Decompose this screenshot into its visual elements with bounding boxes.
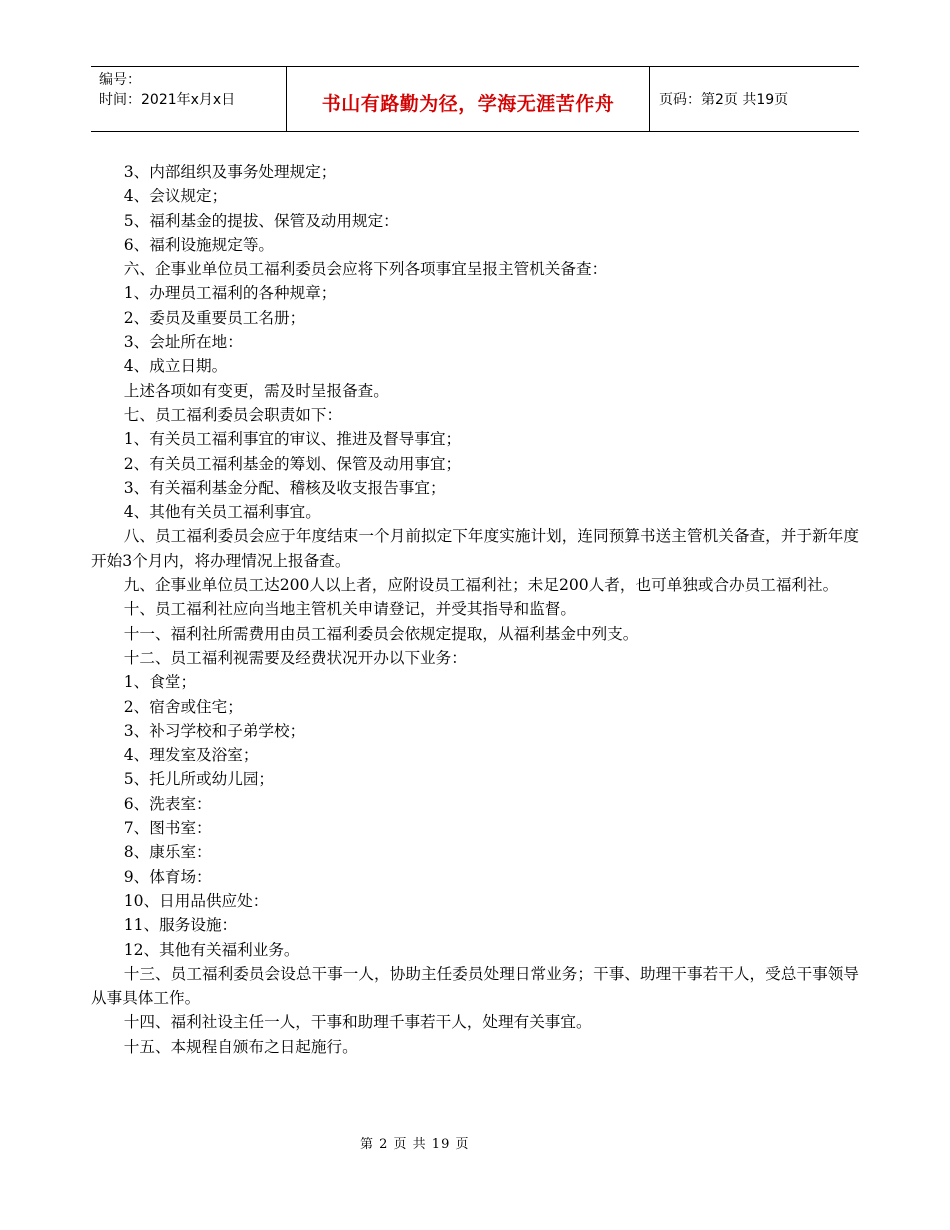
paragraph: 11、服务设施： <box>123 916 238 935</box>
paragraph: 2、委员及重要员工名册； <box>123 308 306 327</box>
paragraph: 7、图书室： <box>123 819 212 838</box>
paragraph: 9、体育场： <box>123 867 212 886</box>
section-heading: 十四、福利社设主任一人，干事和助理千事若干人，处理有关事宜。 <box>123 1013 592 1032</box>
section-heading: 十、员工福利社应向当地主管机关申请登记，并受其指导和监督。 <box>123 600 576 619</box>
paragraph: 1、食堂； <box>123 673 197 692</box>
paragraph: 3、有关福利基金分配、稽核及收支报告事宜； <box>123 478 446 497</box>
paragraph: 4、会议规定； <box>123 187 228 206</box>
paragraph: 6、福利设施规定等。 <box>123 235 275 254</box>
paragraph: 4、理发室及浴室； <box>123 746 259 765</box>
page-header <box>91 66 859 132</box>
paragraph: 3、补习学校和子弟学校； <box>123 721 306 740</box>
paragraph: 1、办理员工福利的各种规章； <box>123 284 337 303</box>
paragraph: 8、康乐室： <box>123 843 212 862</box>
paragraph: 4、其他有关员工福利事宜。 <box>123 503 321 522</box>
footer-page-number: 第 2 页 共 19 页 <box>360 1137 470 1152</box>
paragraph: 1、有关员工福利事宜的审议、推进及督导事宜； <box>123 430 462 449</box>
section-heading: 七、员工福利委员会职责如下： <box>123 405 343 424</box>
paragraph: 2、宿舍或住宅； <box>123 697 243 716</box>
section-heading: 十五、本规程自颁布之日起施行。 <box>123 1037 358 1056</box>
paragraph: 6、洗表室： <box>123 794 212 813</box>
header-page-label: 页码：第2页 共19页 <box>659 92 789 108</box>
paragraph: 12、其他有关福利业务。 <box>123 940 300 959</box>
header-motto: 书山有路勤为径，学海无涯苦作舟 <box>321 92 615 115</box>
paragraph: 3、会址所在地： <box>123 333 243 352</box>
paragraph: 4、成立日期。 <box>123 357 228 376</box>
paragraph: 10、日用品供应处： <box>123 891 269 910</box>
header-page-cell <box>650 67 859 131</box>
section-heading: 九、企事业单位员工达200人以上者，应附设员工福利社；未足200人者，也可单独或合办员工福利社。 <box>123 576 839 595</box>
header-meta-cell <box>91 67 287 131</box>
paragraph: 5、托儿所或幼儿园； <box>123 770 275 789</box>
section-heading: 八、员工福利委员会应于年度结束一个月前拟定下年度实施计划，连同预算书送主管机关备查，并于新年度开始3个月内，将办理情况上报备查。 <box>91 527 859 570</box>
section-heading: 六、企事业单位员工福利委员会应将下列各项事宜呈报主管机关备查： <box>123 260 608 279</box>
header-motto-cell <box>287 67 650 131</box>
paragraph: 3、内部组织及事务处理规定； <box>123 163 337 181</box>
paragraph: 上述各项如有变更，需及时呈报备查。 <box>123 381 389 400</box>
document-time-label: 时间：2021年x月x日 <box>99 92 236 108</box>
section-heading: 十一、福利社所需费用由员工福利委员会依规定提取，从福利基金中列支。 <box>123 624 639 643</box>
document-number-label: 编号： <box>99 72 141 88</box>
document-body <box>91 160 859 1059</box>
page-footer <box>0 1133 950 1152</box>
paragraph: 2、有关员工福利基金的筹划、保管及动用事宜； <box>123 454 462 473</box>
paragraph: 5、福利基金的提拔、保管及动用规定： <box>123 211 399 230</box>
section-heading: 十三、员工福利委员会设总干事一人，协助主任委员处理日常业务；干事、助理干事若干人，受总干事领导从事具体工作。 <box>91 964 859 1008</box>
section-heading: 十二、员工福利视需要及经费状况开办以下业务： <box>123 648 467 667</box>
